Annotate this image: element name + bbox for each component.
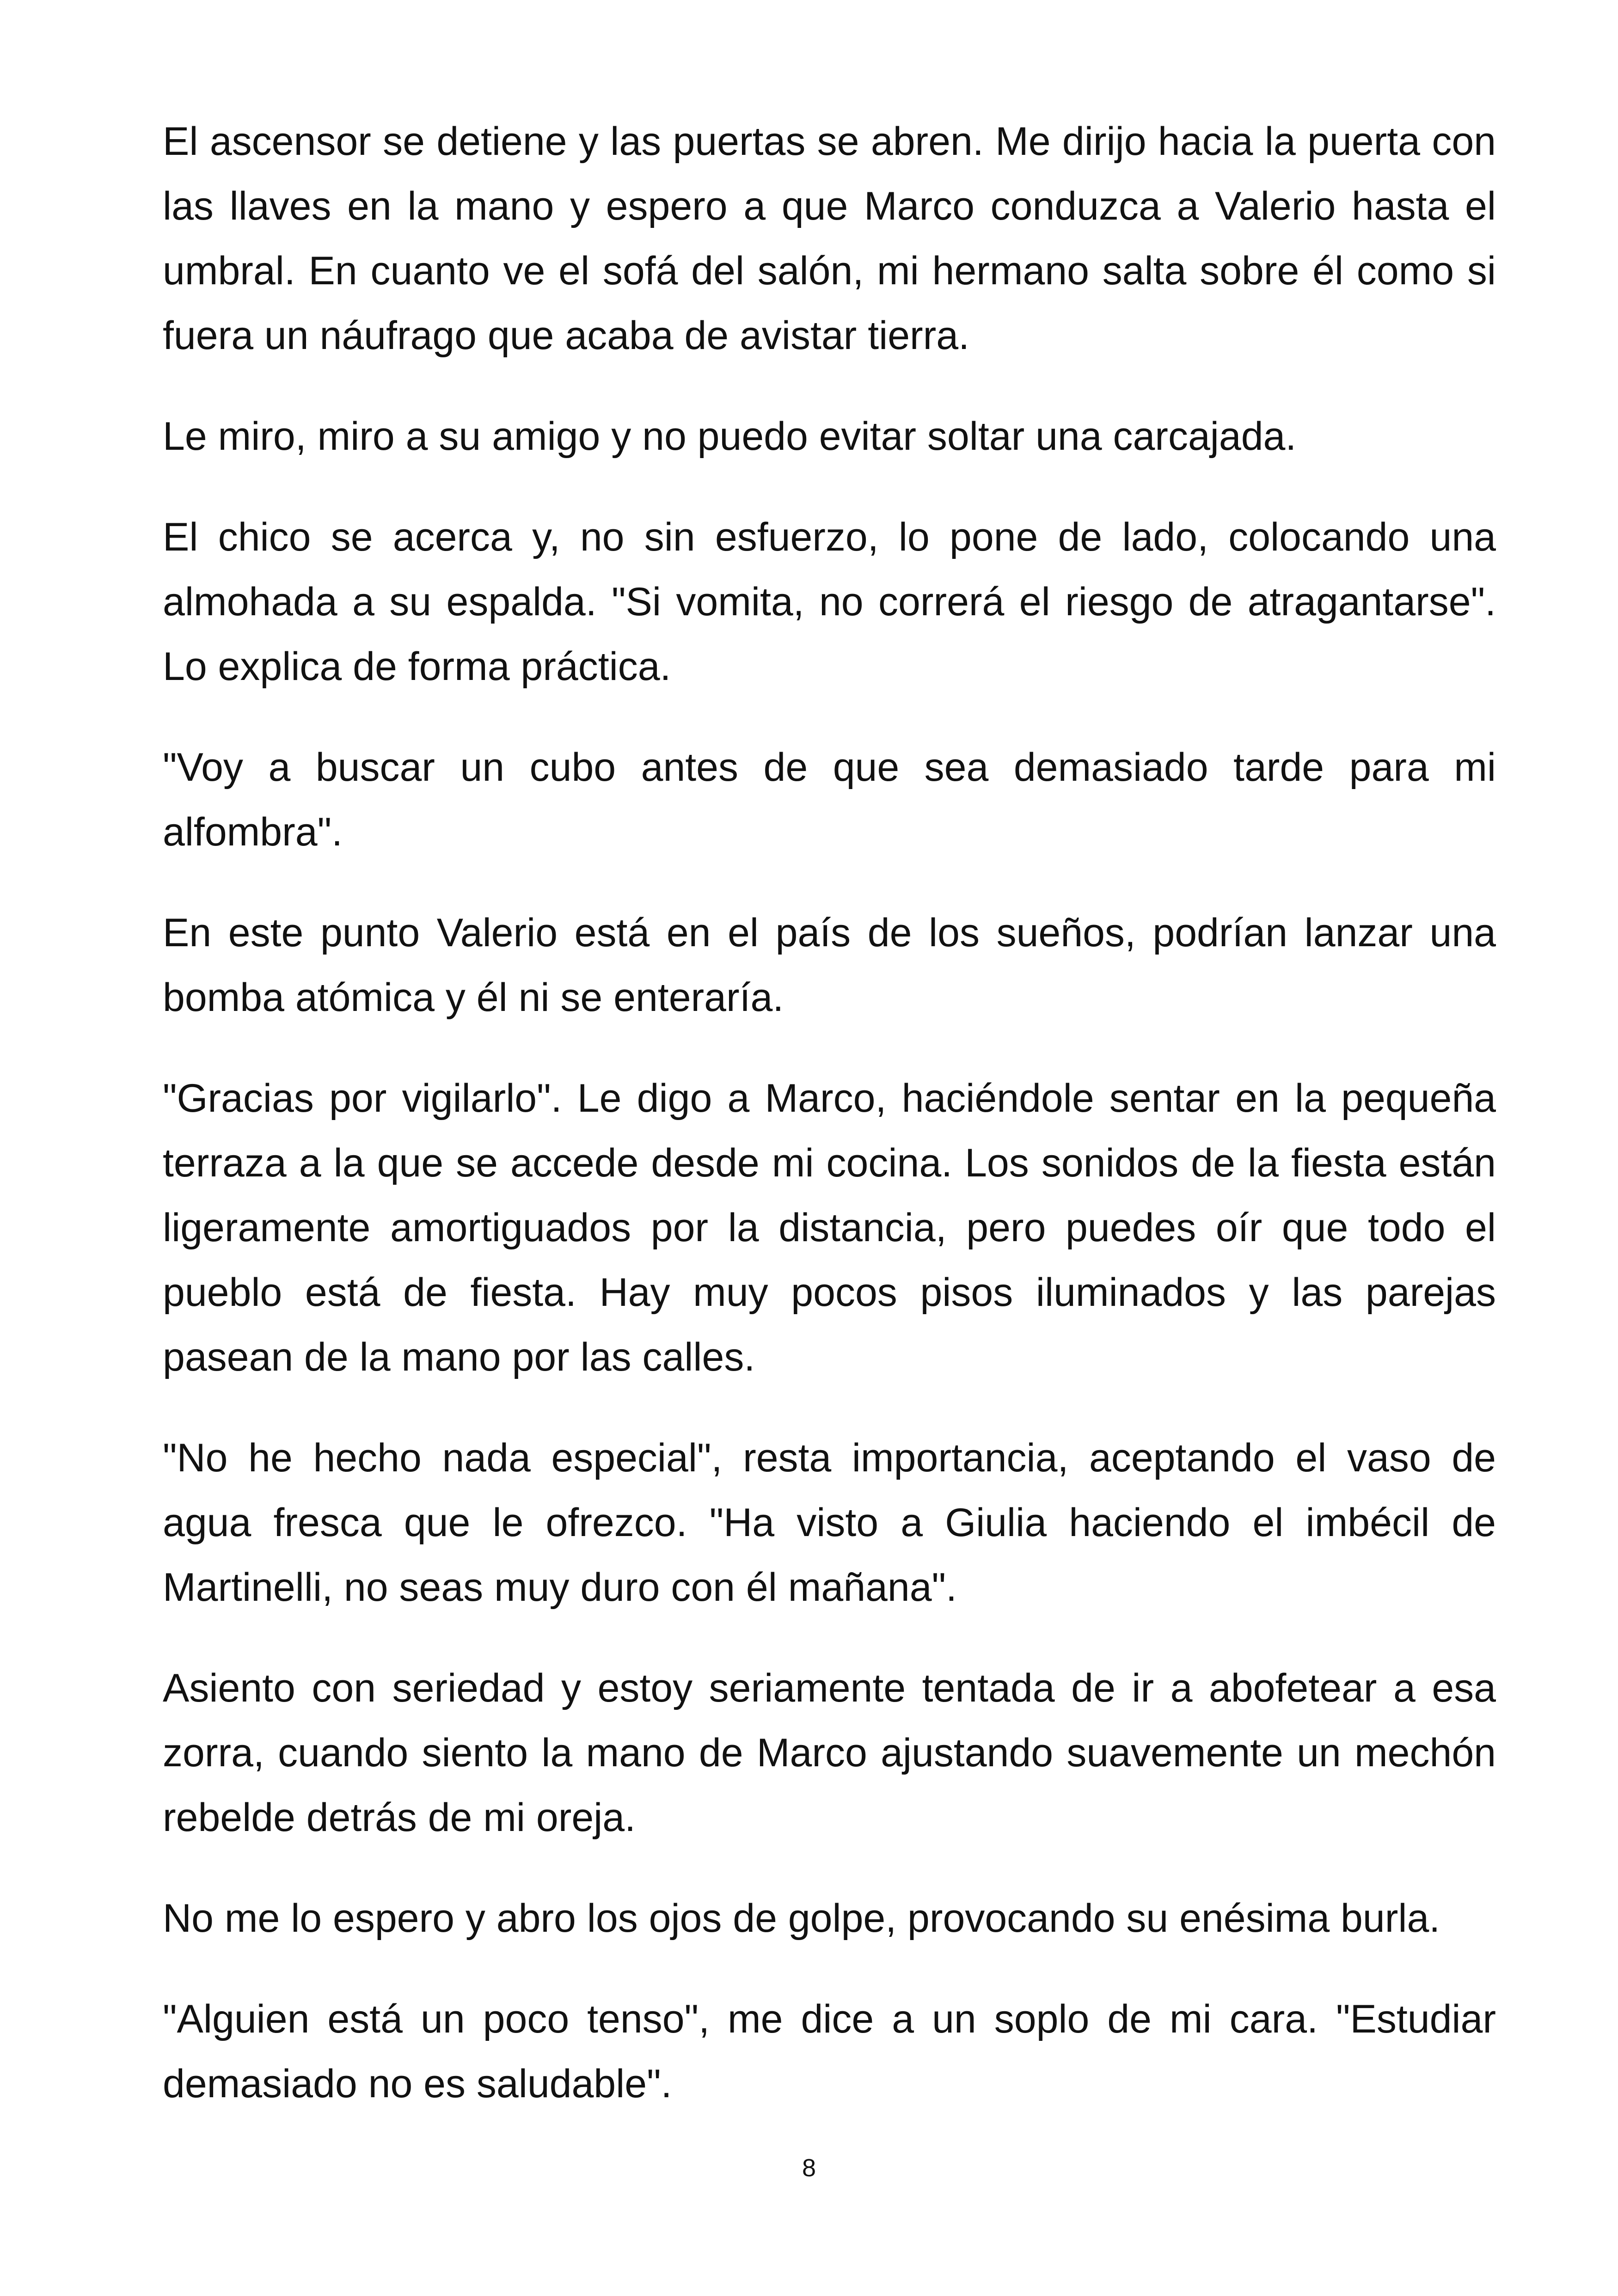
page-number: 8 bbox=[802, 2154, 816, 2182]
paragraph: Le miro, miro a su amigo y no puedo evitar soltar una carcajada. bbox=[163, 414, 1297, 459]
paragraph: "Alguien está un poco tenso", me dice a un soplo de mi cara. "Estudiar demasiado no es saludable". bbox=[163, 1997, 1496, 2106]
paragraph: El ascensor se detiene y las puertas se abren. Me dirijo hacia la puerta con las llaves en la mano y espero a que Marco conduzca a Valerio hasta el umbral. En cuanto ve el sofá del salón, mi hermano salta sobre él como si fuera un náufrago que acaba de avistar tierra. bbox=[163, 119, 1496, 358]
paragraph: "Gracias por vigilarlo". Le digo a Marco, haciéndole sentar en la pequeña terraza a la que se accede desde mi cocina. Los sonidos de la fiesta están ligeramente amortiguados por la distancia, pero puedes oír que todo el pueblo está de fiesta. Hay muy pocos pisos iluminados y las parejas pasean de la mano por las calles. bbox=[163, 1076, 1496, 1379]
paragraph: El chico se acerca y, no sin esfuerzo, lo pone de lado, colocando una almohada a su espalda. "Si vomita, no correrá el riesgo de atragantarse". Lo explica de forma práctica. bbox=[163, 515, 1496, 689]
body-text bbox=[163, 109, 1496, 2152]
paragraph: Asiento con seriedad y estoy seriamente tentada de ir a abofetear a esa zorra, cuando siento la mano de Marco ajustando suavemente un mechón rebelde detrás de mi oreja. bbox=[163, 1666, 1496, 1840]
paragraph: En este punto Valerio está en el país de los sueños, podrían lanzar una bomba atómica y él ni se enteraría. bbox=[163, 911, 1496, 1020]
paragraph: "No he hecho nada especial", resta importancia, aceptando el vaso de agua fresca que le ofrezco. "Ha visto a Giulia haciendo el imbécil de Martinelli, no seas muy duro con él mañana". bbox=[163, 1436, 1496, 1610]
paragraph: "Voy a buscar un cubo antes de que sea demasiado tarde para mi alfombra". bbox=[163, 745, 1496, 854]
paragraph: No me lo espero y abro los ojos de golpe, provocando su enésima burla. bbox=[163, 1896, 1440, 1941]
